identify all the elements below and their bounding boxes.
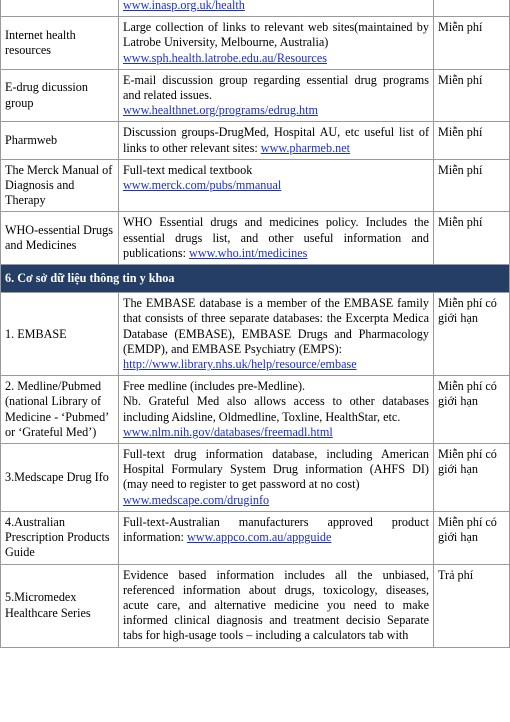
table-row xyxy=(1,159,510,212)
resource-name xyxy=(1,0,119,17)
table-row xyxy=(1,564,510,647)
description-text: Full-text drug information database, including American Hospital Formulary System Drug information (AHFS DI) (may need to register to get password at no cost) xyxy=(123,447,429,492)
resource-name: WHO-essential Drugs and Medicines xyxy=(1,212,119,265)
table-row xyxy=(1,69,510,122)
resource-description xyxy=(119,122,434,159)
cost-label: Miễn phí có giới hạn xyxy=(434,444,510,512)
cost-label: Miễn phí xyxy=(434,122,510,159)
resource-description xyxy=(119,564,434,647)
description-text: Full-text-Australian manufacturers approved product information: xyxy=(123,514,429,545)
cost-label: Miễn phí có giới hạn xyxy=(434,376,510,444)
description-text: Free medline (includes pre-Medline). xyxy=(123,379,306,394)
description-text: The EMBASE database is a member of the EMBASE family that consists of three separate databases: the Excerpta Medica Database (EMBASE), EMBASE Drugs and Pharmacology (EMDP), and EMBASE Psychiatry (EMPS): xyxy=(123,296,429,356)
cost-label: Miễn phí xyxy=(434,212,510,265)
description-text: Discussion groups-DrugMed, Hospital AU, etc useful list of links to other relevant sites: xyxy=(123,125,429,155)
table-row xyxy=(1,376,510,444)
resource-description xyxy=(119,159,434,212)
resource-name: The Merck Manual of Diagnosis and Therapy xyxy=(1,159,119,212)
resource-link[interactable]: http://www.library.nhs.uk/help/resource/embase xyxy=(123,357,357,372)
resource-description xyxy=(119,511,434,564)
description-text: Nb. Grateful Med also allows access to other databases including Aidsline, Oldmedline, Toxline, HealthStar, etc. xyxy=(123,394,429,424)
cost-label: Miễn phí xyxy=(434,159,510,212)
resource-name: 4.Australian Prescription Products Guide xyxy=(1,511,119,564)
resource-link[interactable]: www.sph.health.latrobe.edu.au/Resources xyxy=(123,50,327,65)
resource-name: 1. EMBASE xyxy=(1,293,119,376)
section-header-row xyxy=(1,265,510,293)
table-row xyxy=(1,511,510,564)
cost-label: Miễn phí xyxy=(434,69,510,122)
resource-name: E-drug dicussion group xyxy=(1,69,119,122)
resource-name: 3.Medscape Drug Ifo xyxy=(1,444,119,512)
table-row xyxy=(1,122,510,159)
table-row xyxy=(1,212,510,265)
table-row xyxy=(1,0,510,17)
table-row xyxy=(1,444,510,512)
cost-label xyxy=(434,0,510,17)
cost-label: Miễn phí có giới hạn xyxy=(434,293,510,376)
description-text: WHO Essential drugs and medicines policy. Includes the essential drugs list, and other useful information and publications: xyxy=(123,215,429,260)
description-text: E-mail discussion group regarding essential drug programs and related issues. xyxy=(123,72,429,103)
table-row xyxy=(1,17,510,70)
resource-link[interactable]: www.medscape.com/druginfo xyxy=(123,492,270,507)
table-row xyxy=(1,293,510,376)
cost-label: Miễn phí xyxy=(434,17,510,70)
resource-link[interactable]: www.inasp.org.uk/health xyxy=(123,0,245,12)
resource-description xyxy=(119,444,434,512)
section-title: 6. Cơ sở dữ liệu thông tin y khoa xyxy=(1,265,510,293)
description-text: Large collection of links to relevant web sites(maintained by Latrobe University, Melbourne, Australia) xyxy=(123,20,429,50)
resource-link[interactable]: www.pharmeb.net xyxy=(260,140,350,155)
resource-description xyxy=(119,0,434,17)
resource-description xyxy=(119,376,434,444)
resource-description xyxy=(119,212,434,265)
description-text: Full-text medical textbook xyxy=(123,162,253,177)
resource-link[interactable]: www.healthnet.org/programs/edrug.htm xyxy=(123,103,318,118)
cost-label: Trả phí xyxy=(434,564,510,647)
resource-description xyxy=(119,17,434,70)
cost-label: Miễn phí có giới hạn xyxy=(434,511,510,564)
resource-name: Internet health resources xyxy=(1,17,119,70)
resource-name: 2. Medline/Pubmed (national Library of Medicine - ‘Pubmed’ or ‘Grateful Med’) xyxy=(1,376,119,444)
resource-description xyxy=(119,69,434,122)
resource-link[interactable]: www.appco.com.au/appguide xyxy=(186,530,332,545)
resource-name: 5.Micromedex Healthcare Series xyxy=(1,564,119,647)
resource-link[interactable]: www.who.int/medicines xyxy=(189,245,308,260)
resource-description xyxy=(119,293,434,376)
resource-name: Pharmweb xyxy=(1,122,119,159)
resource-link[interactable]: www.merck.com/pubs/mmanual xyxy=(123,178,282,193)
description-text: Evidence based information includes all the unbiased, referenced information about drugs, toxicology, diseases, acute care, and alternative medicine you need to make informed clinical diagnosis and treatment decisio Separate tabs for high-usage tools – including a calculators tab with xyxy=(123,567,429,643)
resource-link[interactable]: www.nlm.nih.gov/databases/freemadl.html xyxy=(123,424,333,439)
